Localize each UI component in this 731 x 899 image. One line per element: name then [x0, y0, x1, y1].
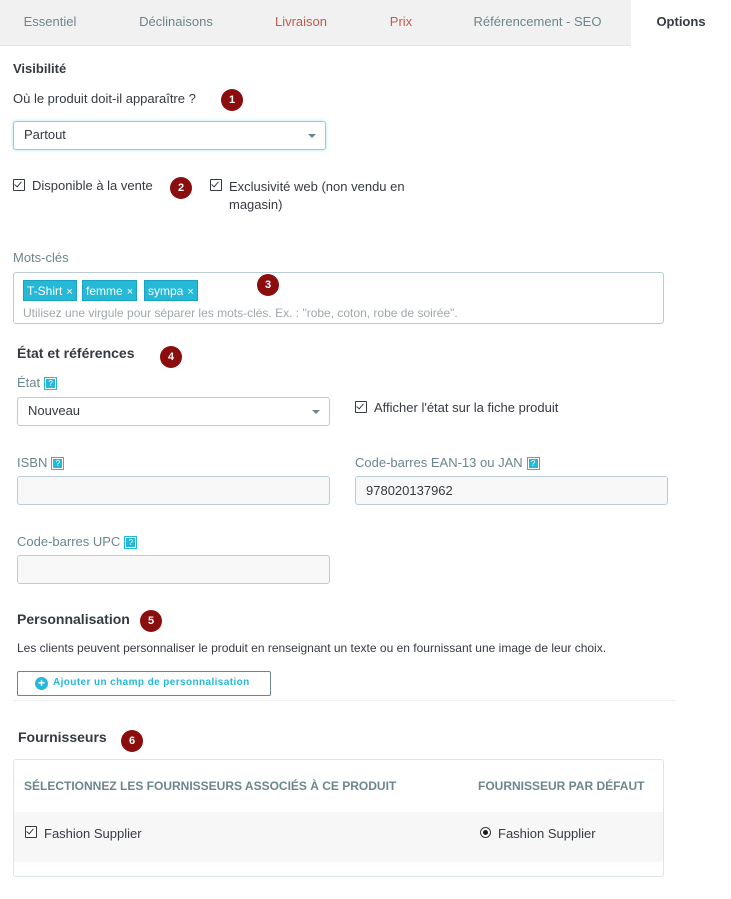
callout-badge-1: 1: [221, 89, 243, 111]
isbn-input[interactable]: [17, 476, 330, 505]
help-icon[interactable]: ?: [44, 377, 57, 390]
chevron-down-icon: [312, 410, 320, 414]
remove-tag-icon[interactable]: ×: [187, 286, 194, 298]
ean-label: [355, 455, 540, 470]
web-exclusive-label-line-1: Exclusivité web (non vendu en: [229, 179, 405, 194]
add-circle-icon: +: [35, 677, 48, 690]
tab-livraison[interactable]: Livraison: [274, 14, 328, 29]
remove-tag-icon[interactable]: ×: [126, 286, 134, 298]
upc-label: [17, 534, 137, 549]
chevron-down-icon: [308, 134, 316, 138]
web-exclusive-label: [229, 178, 405, 214]
tab-prix[interactable]: Prix: [389, 14, 413, 29]
supplier-checkbox[interactable]: [25, 826, 37, 838]
tab-declinaisons[interactable]: Déclinaisons: [139, 14, 213, 29]
suppliers-col-select: SÉLECTIONNEZ LES FOURNISSEURS ASSOCIÉS À CE PRODUIT: [24, 779, 397, 793]
keyword-tag-label: femme: [86, 284, 123, 298]
section-divider: [13, 700, 676, 701]
state-label-text: État: [17, 375, 41, 390]
suppliers-title: Fournisseurs: [18, 729, 107, 745]
add-customization-label: Ajouter un champ de personnalisation: [53, 677, 250, 688]
state-select-value: Nouveau: [28, 403, 81, 418]
keywords-hint: Utilisez une virgule pour séparer les mots-clés. Ex. : "robe, coton, robe de soirée".: [23, 306, 458, 320]
state-select[interactable]: [17, 397, 330, 426]
customization-title: Personnalisation: [17, 611, 130, 627]
ean-input[interactable]: 978020137962: [355, 476, 668, 505]
keyword-tag: [144, 280, 198, 301]
tab-seo[interactable]: Référencement - SEO: [473, 14, 602, 29]
callout-badge-6: 6: [121, 730, 143, 752]
callout-badge-2: 2: [170, 177, 192, 199]
help-icon[interactable]: ?: [124, 536, 137, 549]
web-exclusive-checkbox[interactable]: [210, 179, 222, 191]
show-state-checkbox[interactable]: [355, 401, 367, 413]
keywords-label: Mots-clés: [13, 250, 69, 265]
condition-title: État et références: [17, 345, 135, 361]
callout-badge-5: 5: [140, 610, 162, 632]
visibility-question: Où le produit doit-il apparaître ?: [13, 91, 196, 106]
visibility-select-value: Partout: [24, 127, 66, 142]
visibility-select[interactable]: [13, 121, 326, 150]
web-exclusive-label-line-2: magasin): [229, 197, 283, 212]
keyword-tag: [82, 280, 137, 301]
ean-label-text: Code-barres EAN-13 ou JAN: [355, 455, 523, 470]
upc-label-text: Code-barres UPC: [17, 534, 121, 549]
add-customization-button[interactable]: [17, 671, 271, 696]
callout-badge-3: 3: [257, 274, 279, 296]
keyword-tag-label: sympa: [148, 284, 184, 298]
help-icon[interactable]: ?: [51, 457, 64, 470]
customization-description: Les clients peuvent personnaliser le produit en renseignant un texte ou en fournissant une image de leur choix.: [17, 641, 607, 655]
default-supplier-name: Fashion Supplier: [498, 826, 596, 841]
suppliers-col-default: FOURNISSEUR PAR DÉFAUT: [478, 779, 645, 793]
tab-options[interactable]: Options: [631, 0, 731, 46]
supplier-name: Fashion Supplier: [44, 826, 142, 841]
available-checkbox[interactable]: [13, 179, 25, 191]
tab-essentiel[interactable]: Essentiel: [23, 14, 77, 29]
default-supplier-radio[interactable]: [480, 827, 491, 838]
help-icon[interactable]: ?: [527, 457, 540, 470]
keyword-tag-label: T-Shirt: [27, 284, 63, 298]
remove-tag-icon[interactable]: ×: [66, 286, 73, 298]
available-label: Disponible à la vente: [32, 178, 153, 193]
keyword-tag: [23, 280, 77, 301]
callout-badge-4: 4: [160, 346, 182, 368]
isbn-label: [17, 455, 64, 470]
isbn-label-text: ISBN: [17, 455, 48, 470]
state-label: [17, 375, 57, 390]
show-state-label: Afficher l'état sur la fiche produit: [374, 400, 559, 415]
upc-input[interactable]: [17, 555, 330, 584]
visibility-title: Visibilité: [13, 61, 67, 76]
tab-bar: [0, 0, 731, 46]
